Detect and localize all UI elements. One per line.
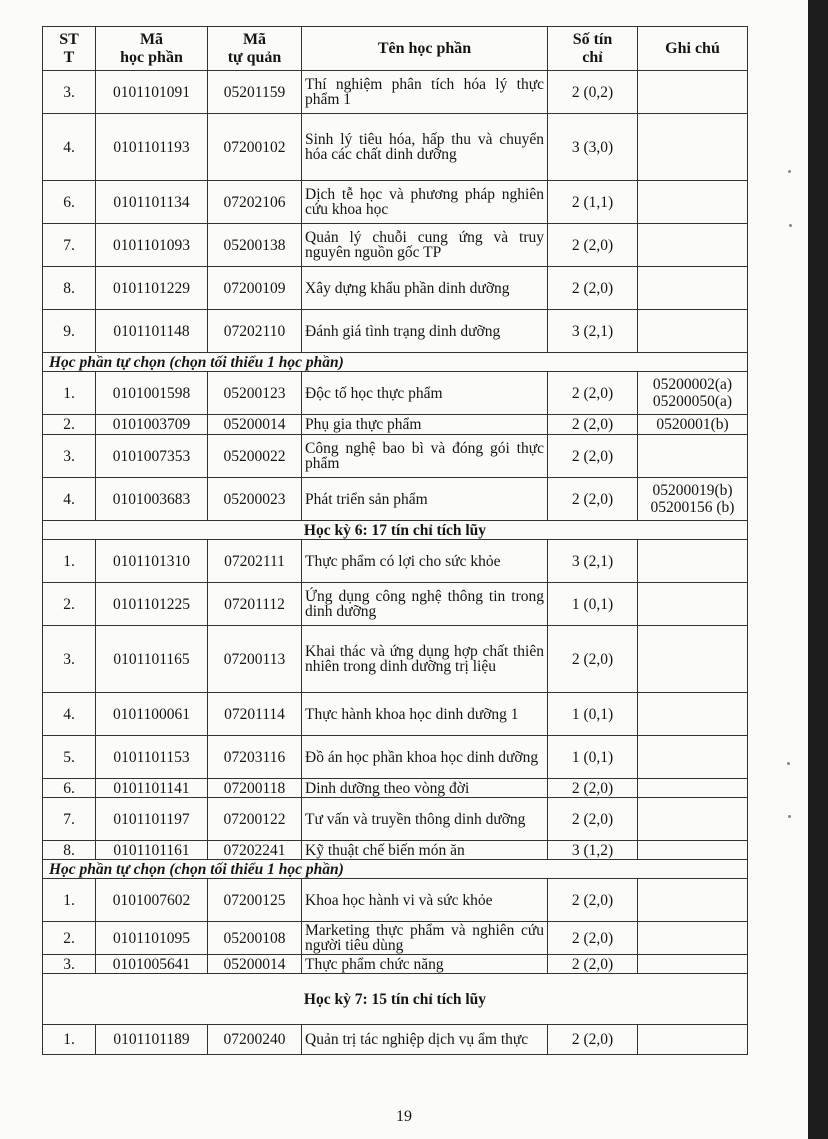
- cell-ma-tu-quan: 05200108: [208, 922, 302, 955]
- page-number: 19: [396, 1108, 412, 1125]
- cell-so-tin-chi: 2 (2,0): [548, 372, 638, 415]
- table-body: [43, 71, 748, 1055]
- cell-ghi-chu: [638, 435, 748, 478]
- cell-ghi-chu: [638, 267, 748, 310]
- cell-stt: 8.: [43, 267, 96, 310]
- cell-so-tin-chi: 2 (2,0): [548, 1025, 638, 1055]
- cell-so-tin-chi: 2 (2,0): [548, 224, 638, 267]
- cell-so-tin-chi: 3 (3,0): [548, 114, 638, 181]
- cell-ma-tu-quan: 07200240: [208, 1025, 302, 1055]
- semester-label: Học kỳ 7: 15 tín chỉ tích lũy: [43, 974, 748, 1025]
- cell-ghi-chu: 0520001(b): [638, 415, 748, 435]
- elective-group-row: [43, 860, 748, 879]
- cell-ten-hoc-phan: Khai thác và ứng dụng hợp chất thiên nhiên trong dinh dưỡng trị liệu: [302, 626, 548, 693]
- cell-ten-hoc-phan: Phát triển sản phẩm: [302, 478, 548, 521]
- cell-ma-hoc-phan: 0101101189: [96, 1025, 208, 1055]
- cell-ma-tu-quan: 07202106: [208, 181, 302, 224]
- table-row: [43, 415, 748, 435]
- cell-ma-hoc-phan: 0101101134: [96, 181, 208, 224]
- cell-stt: 1.: [43, 879, 96, 922]
- cell-ma-hoc-phan: 0101101161: [96, 841, 208, 860]
- cell-ghi-chu: [638, 626, 748, 693]
- scan-speck: [788, 170, 791, 173]
- semester-header-row: [43, 974, 748, 1025]
- cell-ten-hoc-phan: Xây dựng khẩu phần dinh dưỡng: [302, 267, 548, 310]
- cell-ghi-chu: 05200002(a) 05200050(a): [638, 372, 748, 415]
- cell-ma-hoc-phan: 0101001598: [96, 372, 208, 415]
- cell-stt: 1.: [43, 372, 96, 415]
- cell-ma-tu-quan: 05200138: [208, 224, 302, 267]
- cell-ten-hoc-phan: Marketing thực phẩm và nghiên cứu người tiêu dùng: [302, 922, 548, 955]
- cell-ma-hoc-phan: 0101101229: [96, 267, 208, 310]
- table-row: [43, 955, 748, 974]
- cell-ma-hoc-phan: 0101101148: [96, 310, 208, 353]
- cell-so-tin-chi: 2 (2,0): [548, 435, 638, 478]
- cell-ma-tu-quan: 07200102: [208, 114, 302, 181]
- table-row: [43, 114, 748, 181]
- cell-ma-hoc-phan: 0101101193: [96, 114, 208, 181]
- table-row: [43, 372, 748, 415]
- cell-stt: 6.: [43, 181, 96, 224]
- cell-ma-tu-quan: 07200109: [208, 267, 302, 310]
- cell-ghi-chu: [638, 181, 748, 224]
- cell-ghi-chu: [638, 1025, 748, 1055]
- cell-so-tin-chi: 3 (2,1): [548, 310, 638, 353]
- cell-stt: 4.: [43, 114, 96, 181]
- cell-ten-hoc-phan: Ứng dụng công nghệ thông tin trong dinh dưỡng: [302, 583, 548, 626]
- cell-ten-hoc-phan: Công nghệ bao bì và đóng gói thực phẩm: [302, 435, 548, 478]
- cell-stt: 4.: [43, 478, 96, 521]
- semester-header-row: [43, 521, 748, 540]
- table-row: [43, 841, 748, 860]
- table-row: [43, 798, 748, 841]
- cell-ma-tu-quan: 07203116: [208, 736, 302, 779]
- cell-ten-hoc-phan: Đánh giá tình trạng dinh dưỡng: [302, 310, 548, 353]
- cell-ghi-chu: [638, 879, 748, 922]
- cell-ma-hoc-phan: 0101005641: [96, 955, 208, 974]
- elective-group-row: [43, 353, 748, 372]
- cell-ma-tu-quan: 05200023: [208, 478, 302, 521]
- cell-stt: 3.: [43, 626, 96, 693]
- cell-ma-hoc-phan: 0101101165: [96, 626, 208, 693]
- table-row: [43, 1025, 748, 1055]
- cell-ghi-chu: [638, 540, 748, 583]
- cell-stt: 2.: [43, 922, 96, 955]
- cell-ten-hoc-phan: Dịch tễ học và phương pháp nghiên cứu khoa học: [302, 181, 548, 224]
- viewer-edge: [808, 0, 828, 1139]
- cell-so-tin-chi: 2 (2,0): [548, 415, 638, 435]
- elective-group-label: Học phần tự chọn (chọn tối thiểu 1 học phần): [43, 860, 748, 879]
- table-row: [43, 583, 748, 626]
- cell-ghi-chu: [638, 841, 748, 860]
- scan-speck: [789, 224, 792, 227]
- header-ten-hoc-phan: Tên học phần: [302, 27, 548, 71]
- cell-stt: 5.: [43, 736, 96, 779]
- cell-ma-hoc-phan: 0101007353: [96, 435, 208, 478]
- cell-stt: 7.: [43, 798, 96, 841]
- cell-ten-hoc-phan: Thực hành khoa học dinh dưỡng 1: [302, 693, 548, 736]
- table-row: [43, 626, 748, 693]
- cell-ten-hoc-phan: Độc tố học thực phẩm: [302, 372, 548, 415]
- cell-ma-tu-quan: 07200125: [208, 879, 302, 922]
- table-row: [43, 310, 748, 353]
- cell-ma-tu-quan: 07202111: [208, 540, 302, 583]
- curriculum-table: [42, 26, 748, 1055]
- cell-ten-hoc-phan: Thực phẩm có lợi cho sức khỏe: [302, 540, 548, 583]
- cell-ma-tu-quan: 05200014: [208, 955, 302, 974]
- cell-ghi-chu: [638, 779, 748, 798]
- table-row: [43, 224, 748, 267]
- cell-ten-hoc-phan: Quản trị tác nghiệp dịch vụ ẩm thực: [302, 1025, 548, 1055]
- cell-ten-hoc-phan: Thí nghiệm phân tích hóa lý thực phẩm 1: [302, 71, 548, 114]
- cell-ma-hoc-phan: 0101101091: [96, 71, 208, 114]
- table-row: [43, 267, 748, 310]
- cell-stt: 2.: [43, 583, 96, 626]
- cell-ghi-chu: [638, 71, 748, 114]
- cell-ma-tu-quan: 07201114: [208, 693, 302, 736]
- cell-ten-hoc-phan: Thực phẩm chức năng: [302, 955, 548, 974]
- cell-ghi-chu: [638, 798, 748, 841]
- cell-stt: 1.: [43, 540, 96, 583]
- cell-so-tin-chi: 2 (2,0): [548, 798, 638, 841]
- header-so-tin-chi: Số tín chỉ: [548, 27, 638, 71]
- semester-label: Học kỳ 6: 17 tín chỉ tích lũy: [43, 521, 748, 540]
- table-row: [43, 71, 748, 114]
- cell-stt: 2.: [43, 415, 96, 435]
- cell-so-tin-chi: 2 (2,0): [548, 267, 638, 310]
- cell-ghi-chu: 05200019(b) 05200156 (b): [638, 478, 748, 521]
- cell-so-tin-chi: 3 (2,1): [548, 540, 638, 583]
- cell-ma-hoc-phan: 0101101141: [96, 779, 208, 798]
- table-row: [43, 181, 748, 224]
- cell-so-tin-chi: 1 (0,1): [548, 693, 638, 736]
- cell-ma-hoc-phan: 0101003709: [96, 415, 208, 435]
- cell-so-tin-chi: 2 (2,0): [548, 879, 638, 922]
- cell-ma-hoc-phan: 0101101197: [96, 798, 208, 841]
- cell-ma-tu-quan: 07200122: [208, 798, 302, 841]
- cell-ghi-chu: [638, 583, 748, 626]
- cell-so-tin-chi: 2 (2,0): [548, 779, 638, 798]
- table-row: [43, 879, 748, 922]
- table-row: [43, 922, 748, 955]
- cell-ten-hoc-phan: Tư vấn và truyền thông dinh dưỡng: [302, 798, 548, 841]
- table-row: [43, 693, 748, 736]
- table-header-row: [43, 27, 748, 71]
- cell-so-tin-chi: 2 (0,2): [548, 71, 638, 114]
- cell-so-tin-chi: 2 (2,0): [548, 626, 638, 693]
- cell-stt: 1.: [43, 1025, 96, 1055]
- cell-ghi-chu: [638, 693, 748, 736]
- cell-so-tin-chi: 2 (2,0): [548, 955, 638, 974]
- cell-ma-hoc-phan: 0101007602: [96, 879, 208, 922]
- table-row: [43, 478, 748, 521]
- scan-speck: [787, 762, 790, 765]
- cell-ten-hoc-phan: Kỹ thuật chế biến món ăn: [302, 841, 548, 860]
- scan-speck: [788, 815, 791, 818]
- cell-stt: 4.: [43, 693, 96, 736]
- cell-ten-hoc-phan: Đồ án học phần khoa học dinh dưỡng: [302, 736, 548, 779]
- cell-ma-tu-quan: 07201112: [208, 583, 302, 626]
- cell-ghi-chu: [638, 310, 748, 353]
- cell-ma-hoc-phan: 0101101225: [96, 583, 208, 626]
- cell-so-tin-chi: 1 (0,1): [548, 583, 638, 626]
- cell-ma-hoc-phan: 0101101093: [96, 224, 208, 267]
- cell-ma-hoc-phan: 0101100061: [96, 693, 208, 736]
- cell-ten-hoc-phan: Dinh dưỡng theo vòng đời: [302, 779, 548, 798]
- cell-ma-tu-quan: 07202241: [208, 841, 302, 860]
- cell-stt: 6.: [43, 779, 96, 798]
- cell-ma-hoc-phan: 0101101310: [96, 540, 208, 583]
- cell-ma-tu-quan: 07200118: [208, 779, 302, 798]
- cell-so-tin-chi: 3 (1,2): [548, 841, 638, 860]
- cell-ghi-chu: [638, 955, 748, 974]
- table-row: [43, 779, 748, 798]
- elective-group-label: Học phần tự chọn (chọn tối thiểu 1 học phần): [43, 353, 748, 372]
- cell-stt: 3.: [43, 435, 96, 478]
- cell-so-tin-chi: 2 (2,0): [548, 478, 638, 521]
- header-ghi-chu: Ghi chú: [638, 27, 748, 71]
- cell-ma-tu-quan: 05200022: [208, 435, 302, 478]
- cell-ma-tu-quan: 05200123: [208, 372, 302, 415]
- cell-ma-hoc-phan: 0101101095: [96, 922, 208, 955]
- header-stt: ST T: [43, 27, 96, 71]
- table-row: [43, 736, 748, 779]
- cell-ma-tu-quan: 05201159: [208, 71, 302, 114]
- cell-ma-hoc-phan: 0101003683: [96, 478, 208, 521]
- header-ma-tu-quan: Mã tự quản: [208, 27, 302, 71]
- cell-stt: 3.: [43, 71, 96, 114]
- header-ma-hoc-phan: Mã học phần: [96, 27, 208, 71]
- cell-ghi-chu: [638, 922, 748, 955]
- cell-ten-hoc-phan: Sinh lý tiêu hóa, hấp thu và chuyển hóa các chất dinh dưỡng: [302, 114, 548, 181]
- cell-so-tin-chi: 1 (0,1): [548, 736, 638, 779]
- cell-stt: 7.: [43, 224, 96, 267]
- cell-ten-hoc-phan: Quản lý chuỗi cung ứng và truy nguyên nguồn gốc TP: [302, 224, 548, 267]
- cell-ma-tu-quan: 05200014: [208, 415, 302, 435]
- cell-stt: 9.: [43, 310, 96, 353]
- table-row: [43, 435, 748, 478]
- cell-ten-hoc-phan: Khoa học hành vi và sức khỏe: [302, 879, 548, 922]
- cell-ghi-chu: [638, 114, 748, 181]
- cell-ten-hoc-phan: Phụ gia thực phẩm: [302, 415, 548, 435]
- cell-ghi-chu: [638, 736, 748, 779]
- cell-ma-tu-quan: 07202110: [208, 310, 302, 353]
- cell-so-tin-chi: 2 (1,1): [548, 181, 638, 224]
- cell-stt: 8.: [43, 841, 96, 860]
- cell-so-tin-chi: 2 (2,0): [548, 922, 638, 955]
- table-row: [43, 540, 748, 583]
- cell-ma-tu-quan: 07200113: [208, 626, 302, 693]
- cell-ma-hoc-phan: 0101101153: [96, 736, 208, 779]
- cell-stt: 3.: [43, 955, 96, 974]
- cell-ghi-chu: [638, 224, 748, 267]
